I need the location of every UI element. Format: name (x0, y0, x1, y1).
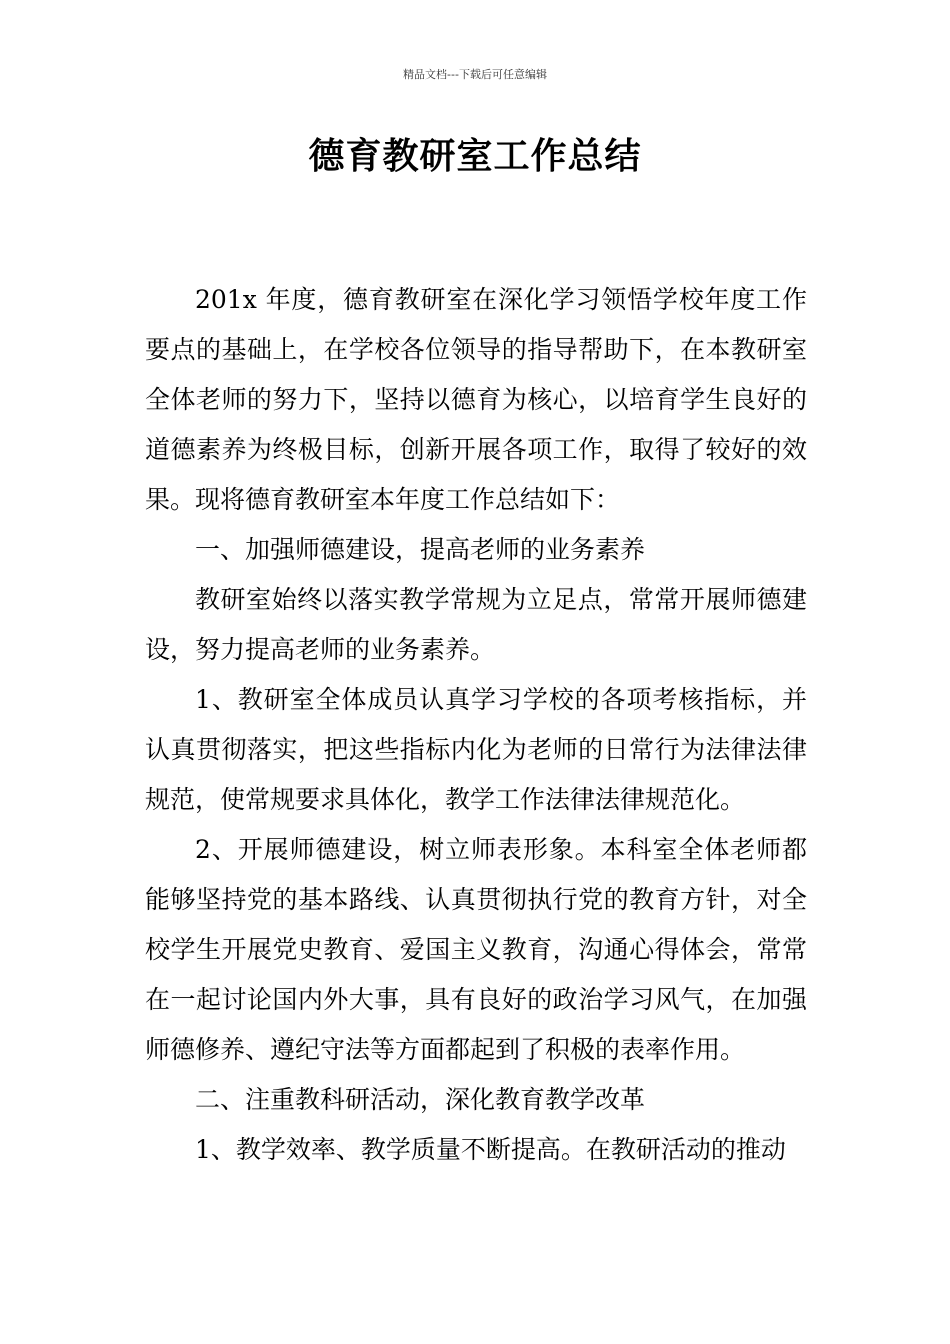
paragraph: 教研室始终以落实教学常规为立足点，常常开展师德建设，努力提高老师的业务素养。 (145, 585, 807, 664)
section-heading-2: 二、注重教科研活动，深化教育教学改革 (195, 1085, 646, 1114)
paragraph-intro: 201x 年度，德育教研室在深化学习领悟学校年度工作要点的基础上，在学校各位领导的指导帮助下，在本教研室全体老师的努力下，坚持以德育为核心，以培育学生良好的道德素养为终极目标，创新开展各项工作，取得了较好的效果。现将德育教研室本年度工作总结如下： (145, 285, 807, 514)
paragraph: 1、教学效率、教学质量不断提高。在教研活动的推动 (195, 1135, 786, 1164)
paragraph: 2、开展师德建设，树立师表形象。本科室全体老师都能够坚持党的基本路线、认真贯彻执行党的教育方针，对全校学生开展党史教育、爱国主义教育，沟通心得体会，常常在一起讨论国内外大事，具有良好的政治学习风气，在加强师德修养、遵纪守法等方面都起到了积极的表率作用。 (145, 835, 807, 1064)
page-title: 德育教研室工作总结 (308, 136, 642, 177)
paragraph: 1、教研室全体成员认真学习学校的各项考核指标，并认真贯彻落实，把这些指标内化为老师的日常行为法律法律规范，使常规要求具体化，教学工作法律法律规范化。 (145, 685, 807, 814)
document-body (145, 275, 807, 1175)
section-heading-1: 一、加强师德建设，提高老师的业务素养 (195, 535, 646, 564)
header-note: 精品文档---下载后可任意编辑 (403, 68, 547, 81)
